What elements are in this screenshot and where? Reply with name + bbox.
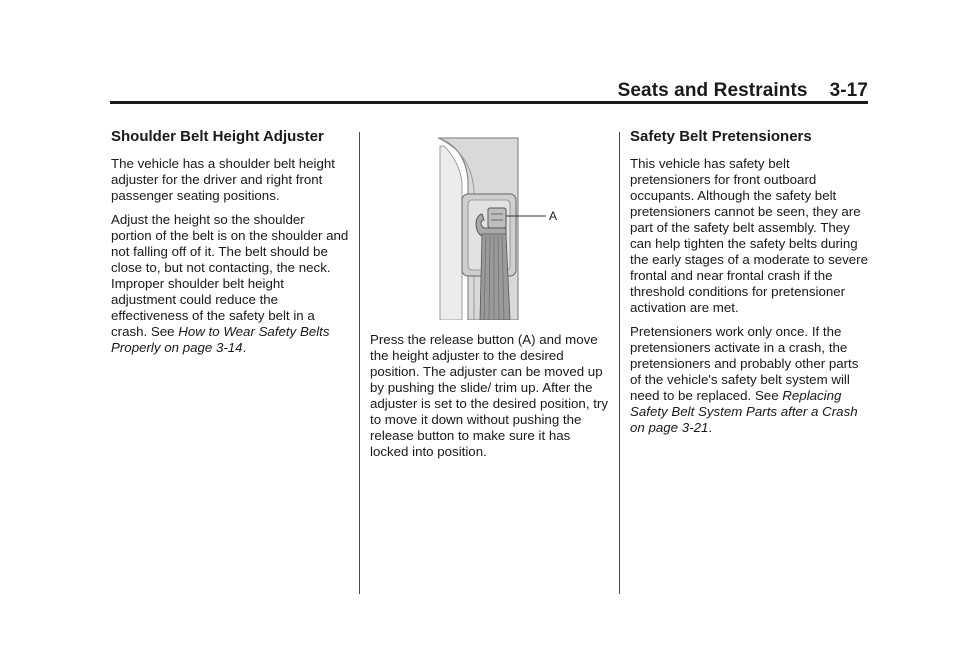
cross-reference-replacing-parts[interactable]: Replacing Safety Belt System Parts after a Crash on page 3-21	[630, 388, 858, 435]
paragraph-pretensioners-intro: This vehicle has safety belt pretensioners for front outboard occupants. Although the safety belt pretensioners cannot be seen, they are part of the safety belt assembly. They can help tighten the safety belts during the early stages of a moderate to severe frontal and near frontal crash if the threshold conditions for pretensioner activation are met.	[630, 156, 869, 315]
section-heading-shoulder-belt: Shoulder Belt Height Adjuster	[111, 128, 324, 145]
paragraph-release-button: Press the release button (A) and move the height adjuster to the desired position. The adjuster can be moved up by pushing the slide/ trim up. After the adjuster is set to the desired position, try to move it down without pushing the release button to make sure it has locked into position.	[370, 332, 608, 459]
paragraph-pretensioners-once-end: .	[708, 420, 713, 435]
section-title: Seats and Restraints	[617, 80, 808, 101]
page-number: 3-17	[829, 80, 868, 101]
column-divider-right	[619, 132, 620, 594]
running-header	[618, 80, 868, 102]
column-divider-left	[359, 132, 360, 594]
paragraph-adjust-height-end: .	[242, 340, 247, 355]
paragraph-pretensioners-once	[630, 324, 870, 436]
column-adjuster-instructions	[370, 132, 610, 468]
section-heading-pretensioners: Safety Belt Pretensioners	[630, 128, 812, 145]
paragraph-adjuster-intro: The vehicle has a shoulder belt height adjuster for the driver and right front passenger seating positions.	[111, 156, 335, 203]
callout-label-a: A	[549, 209, 558, 223]
column-shoulder-belt-adjuster	[111, 128, 349, 364]
paragraph-adjust-height	[111, 212, 349, 356]
belt-adjuster-illustration	[370, 136, 610, 320]
paragraph-pretensioners-once-text: Pretensioners work only once. If the pretensioners activate in a crash, the pretensioners and probably other parts of the vehicle's safety belt system will need to be replaced. See	[630, 324, 859, 403]
paragraph-adjust-height-text: Adjust the height so the shoulder portion of the belt is on the shoulder and not falling off of it. The belt should be close to, but not contacting, the neck. Improper shoulder belt height adjustment could reduce the effectiveness of the safety belt in a crash. See	[111, 212, 349, 339]
column-pretensioners	[630, 128, 870, 444]
cross-reference-wear-belts[interactable]: How to Wear Safety Belts Properly on page 3-14	[111, 324, 330, 355]
belt-adjuster-drawing	[370, 136, 610, 320]
header-rule	[110, 101, 868, 104]
